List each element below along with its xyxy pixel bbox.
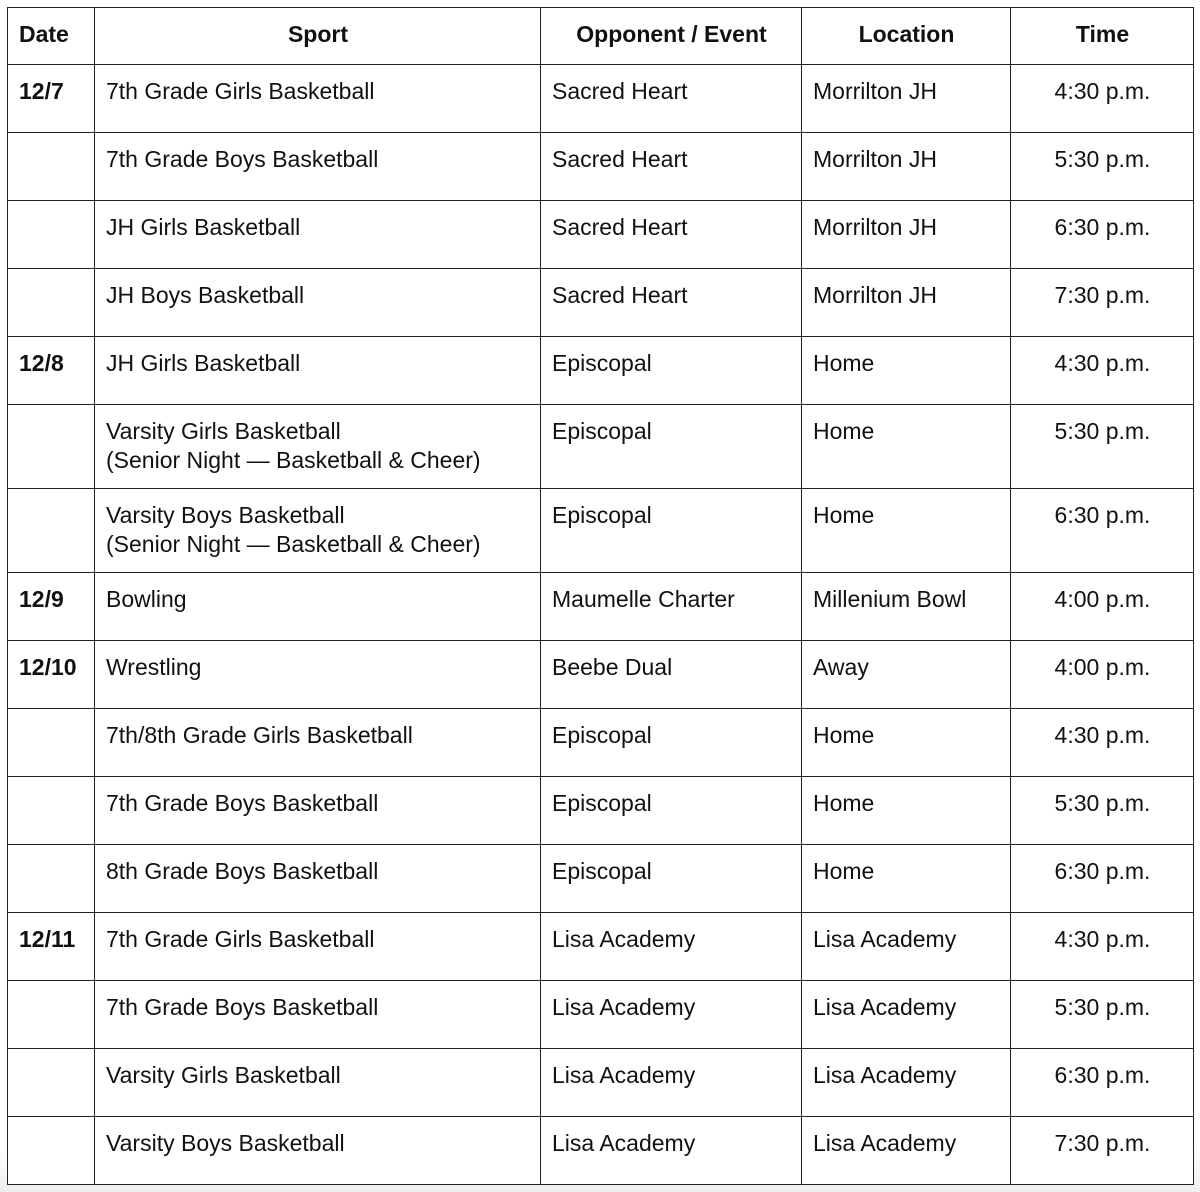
table-row [8, 269, 1194, 337]
cell-sport [95, 337, 541, 405]
cell-time: 5:30 p.m. [1011, 777, 1194, 845]
cell-sport [95, 201, 541, 269]
cell-date [8, 489, 95, 573]
cell-time: 5:30 p.m. [1011, 981, 1194, 1049]
cell-sport [95, 573, 541, 641]
cell-location: Home [802, 337, 1011, 405]
cell-sport [95, 981, 541, 1049]
cell-opponent: Sacred Heart [541, 269, 802, 337]
cell-opponent: Sacred Heart [541, 65, 802, 133]
cell-location: Morrilton JH [802, 133, 1011, 201]
cell-time: 6:30 p.m. [1011, 489, 1194, 573]
table-row [8, 65, 1194, 133]
cell-opponent: Episcopal [541, 777, 802, 845]
cell-location: Millenium Bowl [802, 573, 1011, 641]
cell-location: Morrilton JH [802, 65, 1011, 133]
sport-note: (Senior Night — Basketball & Cheer) [106, 447, 481, 473]
cell-date: 12/8 [8, 337, 95, 405]
cell-sport [95, 1049, 541, 1117]
cell-opponent: Episcopal [541, 709, 802, 777]
sport-name: JH Boys Basketball [106, 282, 305, 308]
cell-location: Morrilton JH [802, 201, 1011, 269]
table-row [8, 981, 1194, 1049]
sport-name: 7th Grade Boys Basketball [106, 994, 379, 1020]
cell-opponent: Episcopal [541, 405, 802, 489]
cell-date [8, 845, 95, 913]
cell-sport [95, 489, 541, 573]
cell-opponent: Lisa Academy [541, 913, 802, 981]
sport-name: Wrestling [106, 654, 202, 680]
sport-name: Varsity Boys Basketball [106, 502, 345, 528]
table-row [8, 201, 1194, 269]
cell-opponent: Sacred Heart [541, 201, 802, 269]
cell-location: Home [802, 489, 1011, 573]
sport-name: 7th Grade Girls Basketball [106, 78, 375, 104]
cell-location: Lisa Academy [802, 913, 1011, 981]
cell-time: 4:30 p.m. [1011, 65, 1194, 133]
cell-location: Lisa Academy [802, 1049, 1011, 1117]
cell-location: Lisa Academy [802, 981, 1011, 1049]
cell-time: 7:30 p.m. [1011, 269, 1194, 337]
table-row [8, 133, 1194, 201]
sport-name: 8th Grade Boys Basketball [106, 858, 379, 884]
table-row [8, 845, 1194, 913]
cell-date: 12/11 [8, 913, 95, 981]
cell-time: 4:30 p.m. [1011, 913, 1194, 981]
cell-location: Home [802, 777, 1011, 845]
cell-time: 5:30 p.m. [1011, 133, 1194, 201]
table-row [8, 913, 1194, 981]
cell-location: Lisa Academy [802, 1117, 1011, 1185]
table-row [8, 1049, 1194, 1117]
cell-date [8, 981, 95, 1049]
cell-location: Home [802, 709, 1011, 777]
header-location: Location [802, 8, 1011, 65]
cell-time: 4:30 p.m. [1011, 709, 1194, 777]
cell-sport [95, 405, 541, 489]
cell-time: 6:30 p.m. [1011, 845, 1194, 913]
sport-name: 7th/8th Grade Girls Basketball [106, 722, 413, 748]
table-row [8, 489, 1194, 573]
cell-time: 6:30 p.m. [1011, 1049, 1194, 1117]
table-row [8, 777, 1194, 845]
cell-time: 4:00 p.m. [1011, 573, 1194, 641]
header-opponent: Opponent / Event [541, 8, 802, 65]
cell-date [8, 201, 95, 269]
table-row [8, 641, 1194, 709]
cell-time: 5:30 p.m. [1011, 405, 1194, 489]
cell-date: 12/9 [8, 573, 95, 641]
cell-date [8, 777, 95, 845]
table-row [8, 1117, 1194, 1185]
cell-sport [95, 269, 541, 337]
cell-sport [95, 133, 541, 201]
cell-opponent: Sacred Heart [541, 133, 802, 201]
cell-date: 12/10 [8, 641, 95, 709]
cell-location: Morrilton JH [802, 269, 1011, 337]
table-row [8, 709, 1194, 777]
cell-date [8, 133, 95, 201]
cell-sport [95, 913, 541, 981]
sport-name: 7th Grade Boys Basketball [106, 146, 379, 172]
cell-sport [95, 1117, 541, 1185]
cell-opponent: Episcopal [541, 337, 802, 405]
cell-opponent: Maumelle Charter [541, 573, 802, 641]
cell-time: 4:00 p.m. [1011, 641, 1194, 709]
cell-location: Home [802, 845, 1011, 913]
cell-opponent: Episcopal [541, 845, 802, 913]
cell-opponent: Beebe Dual [541, 641, 802, 709]
sport-name: 7th Grade Girls Basketball [106, 926, 375, 952]
cell-date [8, 405, 95, 489]
sport-name: JH Girls Basketball [106, 350, 301, 376]
cell-sport [95, 641, 541, 709]
sport-name: JH Girls Basketball [106, 214, 301, 240]
sport-note: (Senior Night — Basketball & Cheer) [106, 531, 481, 557]
schedule-table [7, 7, 1194, 1185]
cell-date [8, 709, 95, 777]
cell-opponent: Episcopal [541, 489, 802, 573]
sport-name: 7th Grade Boys Basketball [106, 790, 379, 816]
cell-date [8, 1049, 95, 1117]
cell-date [8, 1117, 95, 1185]
cell-location: Home [802, 405, 1011, 489]
header-sport: Sport [95, 8, 541, 65]
cell-sport [95, 845, 541, 913]
sport-name: Varsity Girls Basketball [106, 418, 341, 444]
table-row [8, 573, 1194, 641]
cell-date [8, 269, 95, 337]
cell-sport [95, 709, 541, 777]
cell-sport [95, 65, 541, 133]
sport-name: Varsity Boys Basketball [106, 1130, 345, 1156]
cell-opponent: Lisa Academy [541, 1049, 802, 1117]
header-time: Time [1011, 8, 1194, 65]
table-row [8, 405, 1194, 489]
table-body [8, 65, 1194, 1185]
cell-time: 7:30 p.m. [1011, 1117, 1194, 1185]
cell-location: Away [802, 641, 1011, 709]
cell-time: 6:30 p.m. [1011, 201, 1194, 269]
cell-time: 4:30 p.m. [1011, 337, 1194, 405]
sport-name: Varsity Girls Basketball [106, 1062, 341, 1088]
cell-opponent: Lisa Academy [541, 1117, 802, 1185]
header-date: Date [8, 8, 95, 65]
cell-sport [95, 777, 541, 845]
cell-date: 12/7 [8, 65, 95, 133]
header-row [8, 8, 1194, 65]
table-row [8, 337, 1194, 405]
sport-name: Bowling [106, 586, 187, 612]
cell-opponent: Lisa Academy [541, 981, 802, 1049]
table-header [8, 8, 1194, 65]
